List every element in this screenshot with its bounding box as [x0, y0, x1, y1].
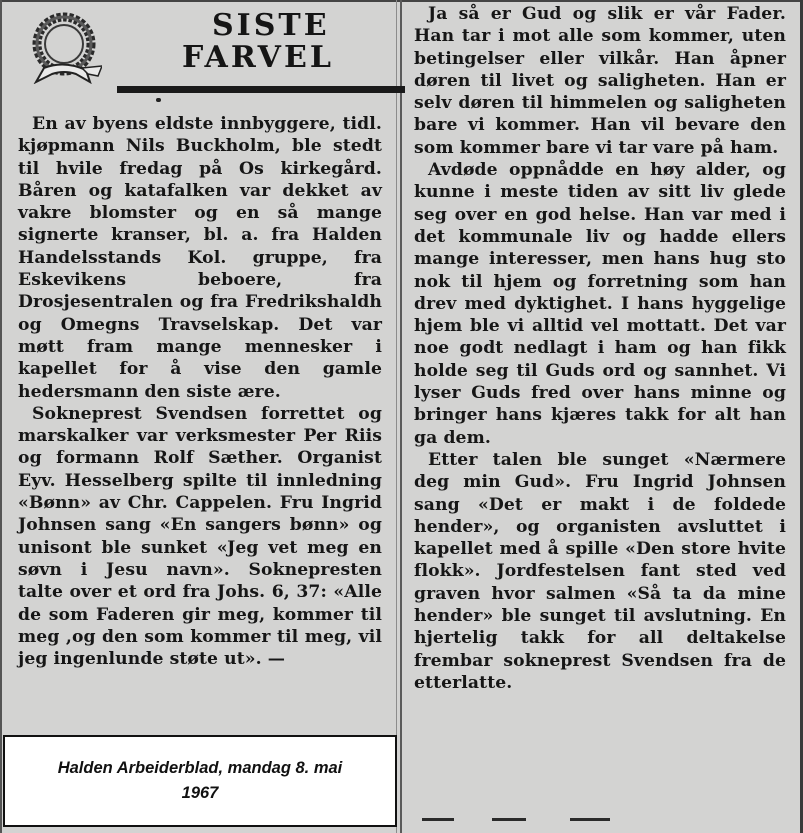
wreath-icon [24, 10, 102, 84]
caption-line-2: 1967 [181, 784, 219, 802]
title-line-1: SISTE [212, 8, 330, 43]
print-speck [156, 98, 161, 102]
left-paragraph-2: Sokneprest Svendsen forrettet og marskalker var verksmester Per Riis og formann Rolf Sæther. Organist Eyv. Hesselberg spilte til innledning «Bønn» av Chr. Cappelen. Fru Ingrid Johnsen sang «En sangers bønn» og unisont ble sunket «Jeg vet meg en søvn i Jesu navn». Soknepresten talte over et ord fra Johs. 6, 37: «Alle de som Faderen gir meg, kommer til meg ,og den som kommer til meg, vil jeg ingenlunde støte ut». — [18, 403, 382, 670]
right-paragraph-1: Ja så er Gud og slik er vår Fader. Han tar i mot alle som kommer, uten betingelser eller vilkår. Han åpner døren til livet og saligheten. Han er selv døren til himmelen og saligheten bare vi kommer. Han vil bevare den som kommer bare vi tar vare på ham. [414, 4, 786, 158]
right-paragraph-3: Etter talen ble sunget «Nærmere deg min Gud». Fru Ingrid Johnsen sang «Det er makt i de foldede hender», og organisten avsluttet i kapellet med å spille «Den store hvite flokk». Jordfestelsen fant sted ved graven hvor salmen «Så ta da mine hender» ble sunget til avslutning. En hjertelig takk for all deltakelse frembar sokneprest Svendsen fra de etterlatte. [414, 449, 786, 693]
column-divider-shadow [396, 0, 397, 833]
source-caption [3, 735, 397, 827]
obituary-title [182, 10, 392, 74]
column-divider [400, 0, 402, 833]
end-marks [420, 814, 640, 824]
title-line-2: FARVEL [182, 40, 334, 75]
clipping-left-edge [0, 0, 2, 833]
obituary-header [22, 6, 388, 98]
left-paragraph-1: En av byens eldste innbyggere, tidl. kjøpmann Nils Buckholm, ble stedt til hvile fredag på Os kirkegård. Båren og katafalken var dekket av vakre blomster og en så mange signerte kranser, bl. a. fra Halden Handelsstands Kol. gruppe, fra Eskevikens beboere, fra Drosjesentralen og fra Fredrikshaldh og Omegns Travselskap. Det var møtt fram mange mennesker i kapellet for å vise den gamle hedersmann den siste ære. [18, 114, 382, 402]
right-paragraph-2: Avdøde oppnådde en høy alder, og kunne i meste tiden av sitt liv glede seg over en god helse. Han var med i det kommunale liv og hadde ellers mange interesser, men hans hug sto nok til hjem og forretning som han drev med dyktighet. I hans hyggelige hjem ble vi alltid vel mottatt. Det var noe godt nedlagt i ham og han fikk holde seg til Guds ord og sannhet. Vi lyser Guds fred over hans minne og bringer hans kjæres takk for alt han ga dem. [414, 160, 786, 448]
header-rule [117, 86, 405, 93]
right-column [414, 3, 786, 694]
left-column [18, 113, 382, 670]
caption-line-1: Halden Arbeiderblad, mandag 8. mai [57, 759, 343, 777]
